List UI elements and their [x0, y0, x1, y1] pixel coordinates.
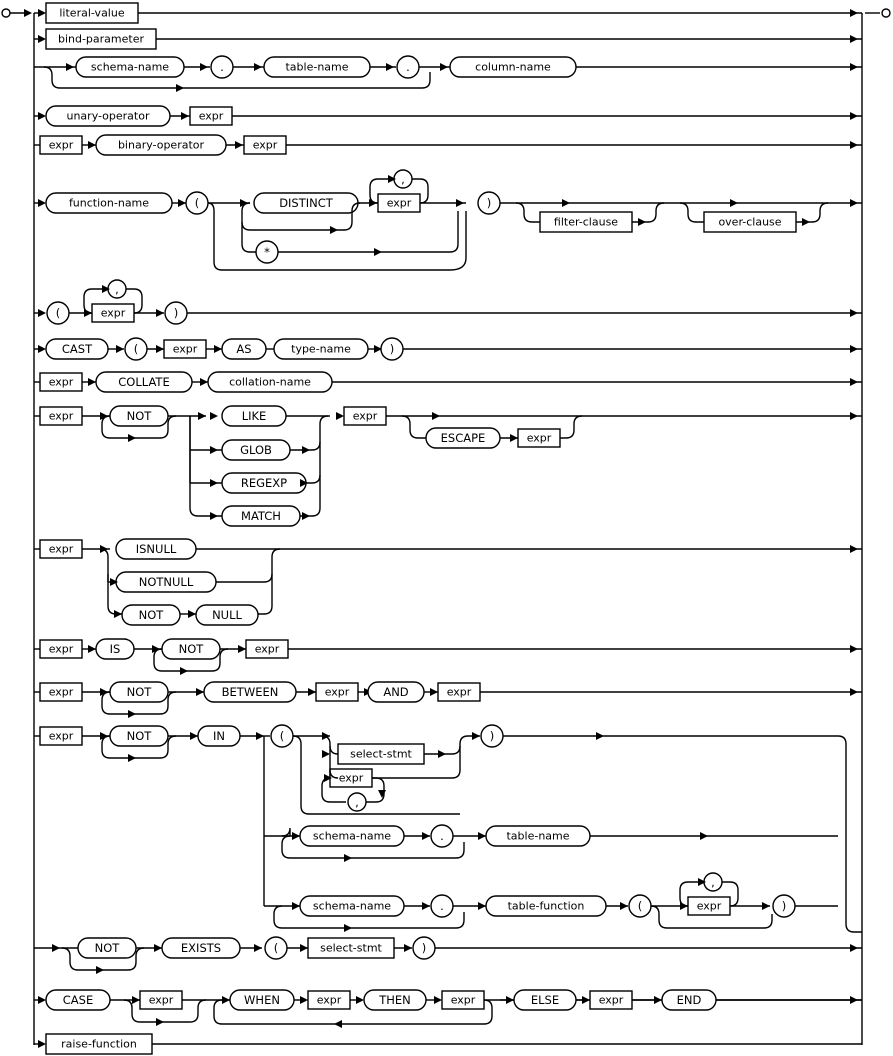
- row-parenthesized-expr-list: [34, 280, 862, 324]
- label-else: ELSE: [530, 993, 560, 1007]
- label-unary-operator: unary-operator: [66, 109, 150, 123]
- label-in: IN: [213, 729, 225, 743]
- label-match: MATCH: [241, 509, 281, 523]
- label-expr-in-left: expr: [48, 729, 74, 743]
- label-expr-like-right: expr: [352, 409, 378, 423]
- label-not-null: NOT: [138, 608, 164, 622]
- label-expr-escape: expr: [526, 431, 552, 445]
- label-expr-in-item: expr: [338, 771, 364, 785]
- label-lparen-cast: (: [133, 342, 139, 356]
- label-expr-else: expr: [598, 993, 624, 1007]
- label-rparen-func: ): [486, 196, 492, 210]
- label-expr-tf: expr: [696, 899, 722, 913]
- label-table-name-in: table-name: [506, 829, 570, 843]
- label-not-between: NOT: [126, 685, 152, 699]
- label-expr-list-item: expr: [100, 306, 126, 320]
- label-not-like: NOT: [126, 409, 152, 423]
- label-regexp: REGEXP: [240, 476, 288, 490]
- label-not-is: NOT: [178, 642, 204, 656]
- label-comma-tf: ,: [711, 875, 715, 889]
- label-lparen-func: (: [194, 196, 200, 210]
- label-select-stmt-in: select-stmt: [350, 747, 412, 761]
- label-literal-value: literal-value: [59, 6, 125, 20]
- label-like: LIKE: [241, 409, 267, 423]
- label-expr-then: expr: [450, 993, 476, 1007]
- row-like-glob-regexp-match: [34, 406, 862, 526]
- row-cast: [34, 338, 862, 360]
- label-expr-between-left: expr: [48, 685, 74, 699]
- label-dot-in: .: [440, 829, 444, 843]
- row-raise-function: [34, 1034, 862, 1054]
- label-table-name-1: table-name: [285, 60, 349, 74]
- label-comma-in: ,: [355, 795, 359, 809]
- label-expr-isnull: expr: [48, 542, 74, 556]
- label-as: AS: [236, 342, 252, 356]
- label-rparen-in: ): [489, 729, 495, 743]
- label-expr-case-base: expr: [148, 993, 174, 1007]
- diagram-entry-point: [2, 9, 32, 17]
- label-expr-between-low: expr: [324, 685, 350, 699]
- label-then: THEN: [379, 993, 411, 1007]
- label-select-stmt-exists: select-stmt: [320, 941, 382, 955]
- label-lparen-exists: (: [273, 941, 279, 955]
- row-bind-parameter: [34, 29, 862, 49]
- label-comma-func: ,: [401, 172, 405, 186]
- label-filter-clause: filter-clause: [553, 215, 619, 229]
- label-expr-func-arg: expr: [386, 196, 412, 210]
- label-schema-name-in: schema-name: [312, 829, 392, 843]
- label-function-name: function-name: [68, 196, 150, 210]
- label-lparen-tf: (: [637, 899, 643, 913]
- label-rparen-exists: ): [421, 941, 427, 955]
- label-null: NULL: [212, 608, 242, 622]
- label-cast: CAST: [61, 342, 93, 356]
- label-schema-name-1: schema-name: [90, 60, 170, 74]
- label-between: BETWEEN: [221, 685, 279, 699]
- label-end: END: [676, 993, 702, 1007]
- label-expr-when: expr: [316, 993, 342, 1007]
- label-bind-parameter: bind-parameter: [57, 32, 145, 46]
- label-star: *: [264, 245, 270, 259]
- row-unary-operator: [34, 106, 862, 126]
- label-is: IS: [109, 642, 121, 656]
- label-collation-name: collation-name: [229, 375, 311, 389]
- label-dot-1: .: [220, 60, 224, 74]
- label-binary-operator: binary-operator: [117, 138, 205, 152]
- label-schema-name-tf: schema-name: [312, 899, 392, 913]
- label-lparen-list: (: [55, 306, 61, 320]
- row-in: [34, 725, 862, 932]
- label-expr-is-right: expr: [254, 642, 280, 656]
- label-not-in: NOT: [126, 729, 152, 743]
- label-expr-between-high: expr: [446, 685, 472, 699]
- label-glob: GLOB: [240, 443, 272, 457]
- label-expr-collate: expr: [48, 375, 74, 389]
- label-expr-unary: expr: [198, 109, 224, 123]
- label-lparen-in: (: [279, 729, 285, 743]
- label-exists: EXISTS: [180, 941, 222, 955]
- label-isnull: ISNULL: [135, 542, 177, 556]
- label-rparen-cast: ): [389, 342, 395, 356]
- label-rparen-list: ): [173, 306, 179, 320]
- label-rparen-tf: ): [781, 899, 787, 913]
- label-dot-2: .: [406, 60, 410, 74]
- label-distinct: DISTINCT: [279, 196, 333, 210]
- row-literal-value: [34, 3, 862, 23]
- label-escape: ESCAPE: [440, 431, 486, 445]
- label-comma-list: ,: [115, 282, 119, 296]
- label-expr-binary-left: expr: [48, 138, 74, 152]
- diagram-exit-point: [865, 9, 890, 17]
- label-notnull: NOTNULL: [138, 575, 194, 589]
- label-collate: COLLATE: [118, 375, 170, 389]
- label-expr-cast: expr: [172, 342, 198, 356]
- label-and: AND: [383, 685, 409, 699]
- label-dot-tf: .: [440, 899, 444, 913]
- label-case: CASE: [62, 993, 94, 1007]
- row-exists: [34, 937, 862, 974]
- label-expr-binary-right: expr: [252, 138, 278, 152]
- label-expr-like-left: expr: [48, 409, 74, 423]
- label-table-function: table-function: [507, 899, 585, 913]
- label-expr-is-left: expr: [48, 642, 74, 656]
- label-over-clause: over-clause: [718, 215, 782, 229]
- label-raise-function: raise-function: [61, 1037, 137, 1051]
- row-is: [34, 639, 862, 675]
- label-column-name: column-name: [475, 60, 551, 74]
- label-type-name: type-name: [291, 342, 351, 356]
- label-not-exists: NOT: [94, 941, 120, 955]
- label-when: WHEN: [244, 993, 280, 1007]
